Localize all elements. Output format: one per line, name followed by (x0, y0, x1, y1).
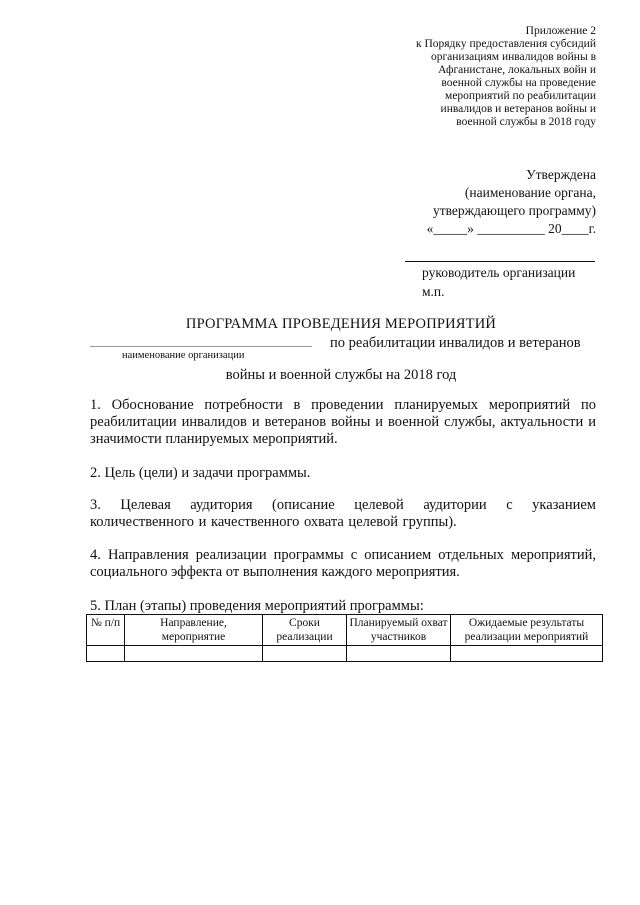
section-1: 1. Обоснование потребности в проведении планируемых мероприятий по реабилитации инвалидов и ветеранов войны и военной службы, актуальности и значимости планируемых мероприятий. (90, 397, 596, 447)
col-number-header: № п/п (87, 615, 125, 646)
col-direction-header: Направление, мероприятие (125, 615, 263, 646)
section-3: 3. Целевая аудитория (описание целевой аудитории с указанием количественного и качественного охвата целевой группы). (90, 497, 596, 530)
appendix-line: Афганистане, локальных войн и (438, 64, 596, 76)
plan-table-header-row (87, 615, 603, 646)
plan-table (86, 614, 603, 662)
org-name-caption: наименование организации (122, 350, 245, 361)
approval-body-line: (наименование органа, (464, 185, 596, 200)
col-results-header: Ожидаемые результаты реализации мероприятий (451, 615, 603, 646)
program-subtitle-line2: войны и военной службы на 2018 год (225, 367, 457, 383)
appendix-line: Приложение 2 (525, 25, 596, 37)
approval-title: Утверждена (526, 167, 596, 182)
appendix-line: мероприятий по реабилитации (445, 90, 596, 102)
approval-body-line: утверждающего программу) (432, 203, 596, 218)
col-coverage-header: Планируемый охват участников (347, 615, 451, 646)
signature-line (405, 261, 595, 262)
approval-seal: м.п. (422, 284, 445, 299)
approval-date-line: «_____» __________ 20____г. (426, 221, 596, 236)
table-cell (87, 646, 125, 662)
appendix-line: к Порядку предоставления субсидий (416, 38, 596, 50)
section-4: 4. Направления реализации программы с описанием отдельных мероприятий, социального эффекта от выполнения каждого мероприятия. (90, 547, 596, 580)
table-cell (263, 646, 347, 662)
table-cell (125, 646, 263, 662)
appendix-line: инвалидов и ветеранов войны и (440, 103, 596, 115)
program-title: ПРОГРАММА ПРОВЕДЕНИЯ МЕРОПРИЯТИЙ (185, 316, 497, 332)
org-name-line (90, 346, 312, 347)
section-2: 2. Цель (цели) и задачи программы. (90, 465, 311, 481)
appendix-line: организациям инвалидов войны в (430, 51, 596, 63)
col-timing-header: Сроки реализации (263, 615, 347, 646)
approval-signatory: руководитель организации (422, 265, 576, 280)
program-subtitle-right: по реабилитации инвалидов и ветеранов (330, 335, 581, 351)
table-row (87, 646, 603, 662)
appendix-block (330, 25, 596, 129)
table-cell (347, 646, 451, 662)
table-cell (451, 646, 603, 662)
appendix-line: военной службы в 2018 году (456, 116, 596, 128)
section-5: 5. План (этапы) проведения мероприятий программы: (90, 598, 424, 614)
appendix-line: военной службы на проведение (441, 77, 596, 89)
approval-block (330, 166, 596, 238)
